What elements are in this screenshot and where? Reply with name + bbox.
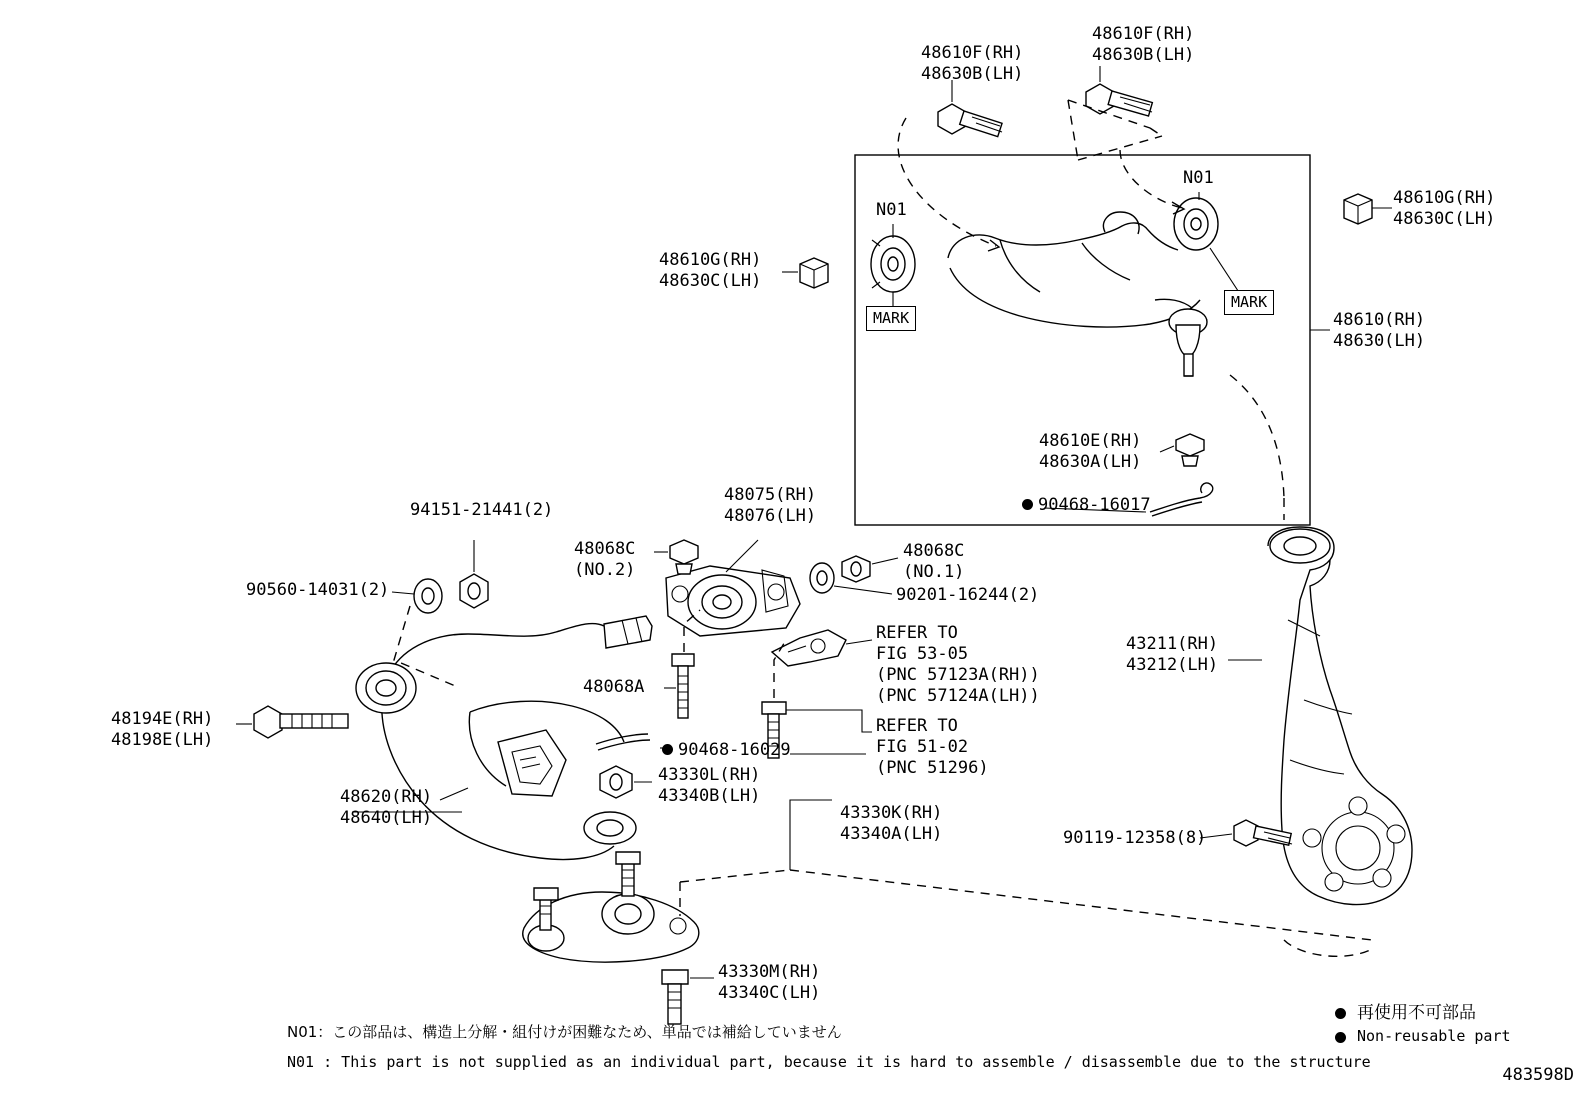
callout-48610f-right: 48610F(RH) 48630B(LH) — [1092, 24, 1195, 65]
callout-43211: 43211(RH) 43212(LH) — [1126, 634, 1219, 675]
bush-48610g-right — [1344, 194, 1372, 224]
callout-48610g-right: 48610G(RH) 48630C(LH) — [1393, 188, 1496, 229]
steering-knuckle — [1268, 527, 1412, 905]
nut-94151-21441 — [460, 574, 488, 608]
n01-label-left: N01 — [876, 200, 907, 220]
non-reusable-dot-90468-16029 — [662, 744, 673, 755]
nut-48068c-no2 — [670, 540, 698, 574]
washer-90560-14031 — [414, 579, 442, 613]
callout-refer-fig-51-02: REFER TO FIG 51-02 (PNC 51296) — [876, 716, 989, 778]
callout-48075: 48075(RH) 48076(LH) — [724, 485, 817, 526]
callout-43330m: 43330M(RH) 43340C(LH) — [718, 962, 821, 1003]
arm-bracket-48075 — [666, 566, 800, 636]
callout-48068a: 48068A — [583, 677, 645, 697]
non-reusable-dot-90468-16017 — [1022, 499, 1033, 510]
n01-label-right: N01 — [1183, 168, 1214, 188]
note-jp: N01：この部品は、構造上分解・組付けが困難なため、単品では補給していません — [287, 1023, 842, 1041]
callout-48620: 48620(RH) 48640(LH) — [340, 787, 433, 828]
callout-48068c-no2: 48068C (NO.2) — [574, 539, 636, 580]
legend-dot-en — [1335, 1032, 1346, 1043]
bolt-48068a — [672, 654, 694, 718]
legend-jp: 再使用不可部品 — [1357, 1003, 1476, 1023]
nut-43330l — [600, 766, 632, 798]
callout-refer-fig-53-05: REFER TO FIG 53-05 (PNC 57123A(RH)) (PNC 57124A(LH)) — [876, 623, 1040, 706]
callout-94151-21441: 94151-21441(2) — [410, 500, 554, 520]
legend-dot-jp — [1335, 1008, 1346, 1019]
bolt-48610f-right — [1086, 84, 1152, 116]
callout-43330l: 43330L(RH) 43340B(LH) — [658, 765, 761, 806]
callout-90119-12358: 90119-12358(8) — [1063, 828, 1207, 848]
callout-90201-16244: 90201-16244(2) — [896, 585, 1040, 605]
callout-48068c-no1: 48068C (NO.1) — [903, 541, 965, 582]
mark-tag-right: MARK — [1224, 290, 1274, 315]
mark-tag-left: MARK — [866, 306, 916, 331]
clip-90468-16029 — [596, 734, 650, 750]
callout-90560-14031: 90560-14031(2) — [246, 580, 390, 600]
callout-48610-arm: 48610(RH) 48630(LH) — [1333, 310, 1426, 351]
bush-48610g-left — [800, 258, 828, 288]
legend-en: Non-reusable part — [1357, 1027, 1511, 1045]
note-en: N01 : This part is not supplied as an individual part, because it is hard to assemble / disassemble due to the structure — [287, 1053, 1371, 1071]
callout-48194e: 48194E(RH) 48198E(LH) — [111, 709, 214, 750]
callout-48610g-left: 48610G(RH) 48630C(LH) — [659, 250, 762, 291]
callout-43330k: 43330K(RH) 43340A(LH) — [840, 803, 943, 844]
callout-48610f-left: 48610F(RH) 48630B(LH) — [921, 43, 1024, 84]
bolt-43330m — [662, 970, 688, 1024]
bolt-48610f-left — [938, 104, 1002, 137]
diagram-code: 483598D — [1502, 1065, 1574, 1085]
nut-48068c-no1 — [810, 556, 870, 593]
callout-48610e: 48610E(RH) 48630A(LH) — [1039, 431, 1142, 472]
bracket-fig-53-05 — [772, 630, 846, 666]
bolt-48194e — [254, 706, 348, 738]
lower-ball-joint — [523, 852, 699, 962]
callout-90468-16017: 90468-16017 — [1038, 495, 1151, 515]
callout-90468-16029: 90468-16029 — [678, 740, 791, 760]
